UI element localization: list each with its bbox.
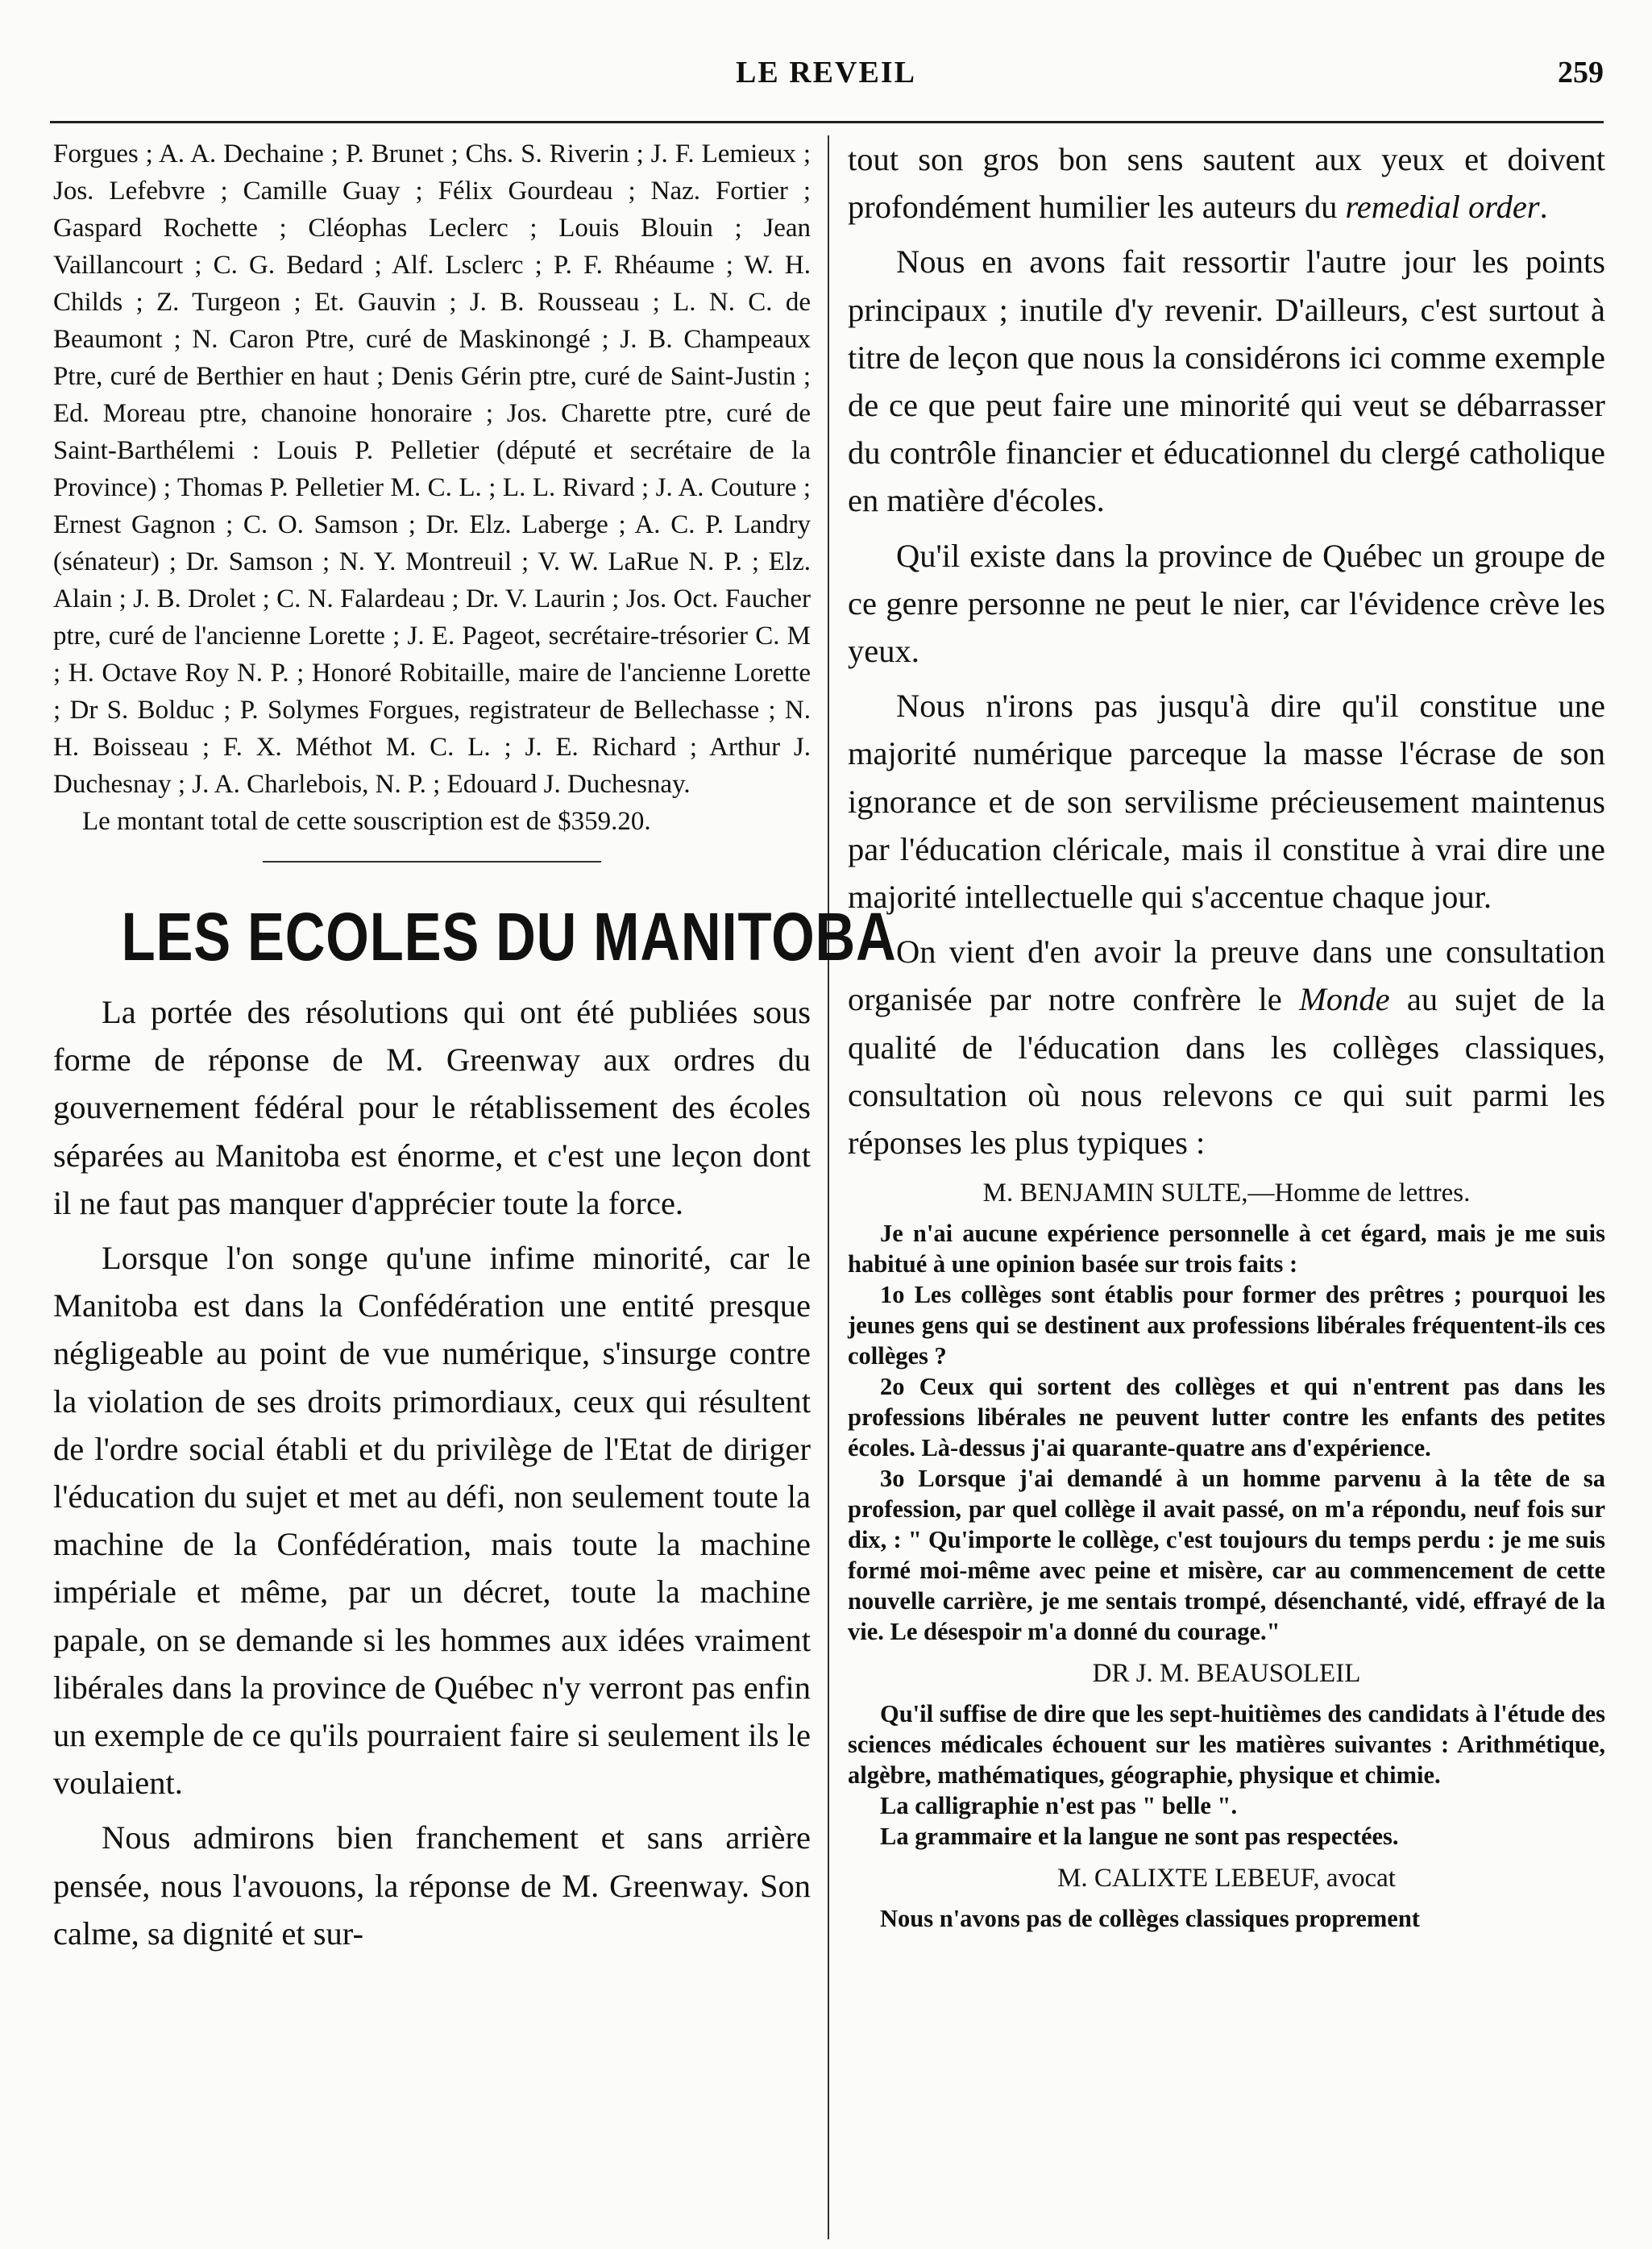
lebeuf-heading: M. CALIXTE LEBEUF, avocat [1057,1864,1396,1894]
beausoleil-line-2: La calligraphie n'est pas " belle ". [880,1792,1238,1820]
sulte-line-1: Je n'ai aucune expérience personnelle à cet égard, mais je me suis habitué à une opinion basée sur trois faits : [848,1220,1605,1278]
column-divider [828,135,829,2239]
sulte-line-4: 3o Lorsque j'ai demandé à un homme parvenu à la tête de sa profession, par quel collège il avait passé, on m'a répondu, neuf fois sur dix, : " Qu'importe le collège, c'est toujours du temps perdu : je me suis formé moi-même avec peine et misère, car au commencement de cette nouvelle carrière, je me sentais trompé, désenchanté, vidé, effrayé de la vie. Le désespoir m'a donné du courage." [848,1465,1605,1646]
subscription-total: Le montant total de cette souscription est de $359.20. [82,807,651,836]
lebeuf-line-1: Nous n'avons pas de collèges classiques proprement [880,1905,1420,1933]
article-paragraph-2: Lorsque l'on songe qu'une infime minorité, car le Manitoba est dans la Confédération une entité presque négligeable au point de vue numérique, s'insurge contre la violation de ses droits primordiaux, ceux qui résultent de l'ordre social établi et du privilège de l'Etat de diriger l'éducation du sujet et met au défi, non seulement toute la machine de la Confédération, mais toute la machine impériale et même, par un décret, toute la machine papale, on se demande si les hommes aux idées vraiment libérales dans la province de Québec n'y verront pas enfin un exemple de ce qu'ils pourraient faire si seulement ils le voulaient. [53,1240,811,1802]
beausoleil-line-1: Qu'il suffise de dire que les sept-huitièmes des candidats à l'étude des sciences médicales échouent sur les matières suivantes : Arithmétique, algèbre, mathématiques, géographie, physique et chimie. [848,1700,1605,1790]
header-rule [50,121,1604,123]
consultation-text-end: au sujet de la qualité de l'éducation dans les collèges classiques, consultation où nous relevons ce qui suit parmi les réponses les plus typiques : [848,981,1605,1162]
subscriber-list: Forgues ; A. A. Dechaine ; P. Brunet ; Chs. S. Riverin ; J. F. Lemieux ; Jos. Lefebvre ; Camille Guay ; Félix Gourdeau ; Naz. Fortier ; Gaspard Rochette ; Cléophas Leclerc ; Louis Blouin ; Jean Vaillancourt ; C. G. Bedard ; Alf. Lsclerc ; P. F. Rhéaume ; W. H. Childs ; Z. Turgeon ; Et. Gauvin ; J. B. Rousseau ; L. N. C. de Beaumont ; N. Caron Ptre, curé de Maskinongé ; J. B. Champeaux Ptre, curé de Berthier en haut ; Denis Gérin ptre, curé de Saint-Justin ; Ed. Moreau ptre, chanoine honoraire ; Jos. Charette ptre, curé de Saint-Barthélemi : Louis P. Pelletier (député et secrétaire de la Province) ; Thomas P. Pelletier M. C. L. ; L. L. Rivard ; J. A. Couture ; Ernest Gagnon ; C. O. Samson ; Dr. Elz. Laberge ; A. C. P. Landry (sénateur) ; Dr. Samson ; N. Y. Montreuil ; V. W. LaRue N. P. ; Elz. Alain ; J. B. Drolet ; C. N. Falardeau ; Dr. V. Laurin ; Jos. Oct. Faucher ptre, curé de l'ancienne Lorette ; J. E. Pageot, secrétaire-trésorier C. M ; H. Octave Roy N. P. ; Honoré Robitaille, maire de l'ancienne Lorette ; Dr S. Bolduc ; P. Solymes Forgues, registrateur de Bellechasse ; N. H. Boisseau ; F. X. Méthot M. C. L. ; J. E. Richard ; Arthur J. Duchesnay ; J. A. Charlebois, N. P. ; Edouard J. Duchesnay. [53,139,811,799]
left-column [53,135,897,2217]
article-paragraph-4: Nous en avons fait ressortir l'autre jour les points principaux ; inutile d'y revenir. D'ailleurs, c'est surtout à titre de leçon que nous la considérons ici comme exemple de ce que peut faire une minorité qui veut se débarrasser du contrôle financier et éducationnel du clergé catholique en matière d'écoles. [848,243,1605,519]
running-title: LE REVEIL [736,56,916,89]
consultation-text: On vient d'en avoir la preuve dans une consultation organisée par notre confrère le [848,933,1605,1018]
article-paragraph-1: La portée des résolutions qui ont été publiées sous forme de réponse de M. Greenway aux ordres du gouvernement fédéral pour le rétablissement des écoles séparées au Manitoba est énorme, et c'est une leçon dont il ne faut pas manquer d'apprécier toute la force. [53,994,811,1221]
monde-italic: Monde [1299,981,1390,1018]
article-separator [263,861,601,863]
article-paragraph-6: Nous n'irons pas jusqu'à dire qu'il constitue une majorité numérique parceque la masse l'écrase de son ignorance et de son servilisme précieusement maintenus par l'éducation cléricale, mais il constitue à vrai dire une majorité intellectuelle qui s'accentue chaque jour. [848,688,1605,916]
remedial-order-italic: remedial order [1345,189,1540,226]
article-headline: LES ECOLES DU MANITOBA [121,899,897,975]
sulte-heading: M. BENJAMIN SULTE,—Homme de lettres. [982,1179,1471,1208]
sulte-line-2: 1o Les collèges sont établis pour former des prêtres ; pourquoi les jeunes gens qui se destinent aux professions libérales fréquentent-ils ces collèges ? [848,1281,1605,1370]
continuation-end: . [1539,189,1548,226]
article-paragraph-5: Qu'il existe dans la province de Québec un groupe de ce genre personne ne peut le nier, car l'évidence crève les yeux. [848,537,1605,670]
article-paragraph-3: Nous admirons bien franchement et sans arrière pensée, nous l'avouons, la réponse de M. Greenway. Son calme, sa dignité et sur- [53,1819,811,1952]
article-continuation [848,135,1605,231]
article-paragraph-7 [848,928,1605,1166]
right-column [848,135,1605,2217]
sulte-line-3: 2o Ceux qui sortent des collèges et qui n'entrent pas dans les professions libérales ne peuvent lutter contre les enfants des petites écoles. Là-dessus j'ai quarante-quatre ans d'expérience. [848,1373,1605,1462]
beausoleil-line-3: La grammaire et la langue ne sont pas respectées. [880,1823,1399,1851]
page-number: 259 [1558,56,1604,89]
continuation-text: tout son gros bon sens sautent aux yeux et doivent profondément humilier les auteurs du [848,141,1605,226]
running-header [0,48,1652,105]
beausoleil-heading: DR J. M. BEAUSOLEIL [1092,1659,1361,1689]
